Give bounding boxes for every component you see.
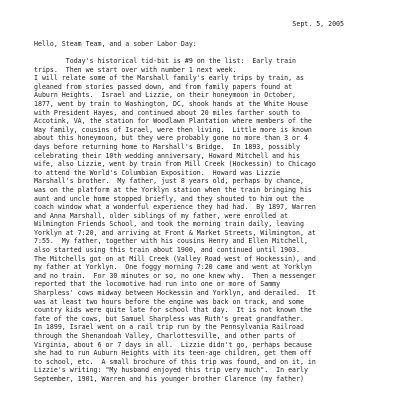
letter-body-line: through the Shenandoah Valley, Charlottesville, and other parts of — [34, 332, 297, 340]
letter-body-line: The Mitchells got on at Mill Creek (Valley Road west of Hockessin), and — [34, 254, 316, 263]
letter-body-line: Marshall's brother. My father, just 8 years old, perhaps by chance, — [34, 177, 304, 186]
letter-body-line: days before returning home to Marshall's Bridge. In 1893, possibly — [34, 142, 300, 151]
letter-body-line: Lizzie's writing: "My husband enjoyed this trip very much". In early — [34, 366, 308, 375]
letter-body-line: gleaned from stories passed down, and from family papers found at — [34, 82, 293, 91]
letter-body-line: In 1899, Israel went on a rail trip run by the Pennsylvania Railroad — [34, 323, 304, 332]
letter-body-line: Sharpless' cows midway between Hockessin and Yorklyn, and derailed. It — [34, 289, 316, 298]
letter-body-line: Accotink, VA, the station for Woodlawn Plantation where members of the — [34, 117, 312, 126]
letter-body-line: aunt and uncle home stopped briefly, and they shouted to him out the — [34, 194, 304, 203]
letter-body-line: coach window what a wonderful experience they had had. By 1897, Warren — [34, 203, 316, 212]
letter-body-line: celebrating their 10th wedding anniversary, Howard Mitchell and his — [34, 151, 300, 160]
letter-body-line: and Anna Marshall, older siblings of my father, were enrolled at — [34, 211, 289, 220]
letter-body-line: was on the platform at the Yorklyn station when the train bringing his — [34, 185, 312, 194]
letter-body-line: Yorklyn at 7:20, and arriving at Front & Market Streets, Wilmington, at — [34, 228, 316, 237]
letter-body-line: about this honeymoon, but they were probably gone no more than 3 or 4 — [34, 134, 308, 143]
letter-body-line: my father at Yorklyn. One foggy morning 7:20 came and went at Yorklyn — [34, 263, 312, 272]
letter-body-line: was at least two hours before the engine was back on track, and some — [34, 297, 304, 306]
letter-body-line: 1877, went by train to Washington, DC, shook hands at the White House — [34, 99, 308, 108]
letter-greeting: Hello, Steam Team, and a sober Labor Day: — [34, 40, 197, 48]
letter-body — [34, 57, 384, 384]
letter-body-line: 7:55. My father, together with his cousins Henry and Ellen Mitchell, — [34, 237, 308, 246]
letter-body-line: Today's historical tid-bit is #9 on the list: Early train — [34, 57, 297, 65]
letter-body-line: reported that the locomotive had run into one or more of Sammy — [34, 280, 281, 289]
letter-body-line: Way family, cousins of Israel, were then living. Little more is known — [34, 125, 312, 134]
letter-body-line: to school, etc. A small brochure of this trip was found, and on it, in — [34, 357, 316, 366]
letter-body-line: to attend the World's Columbian Exposition. Howard was Lizzie — [34, 168, 281, 177]
letter-body-line: Virginia, about 6 or 7 days in all. Lizzie didn't go, perhaps because — [34, 340, 312, 349]
letter-body-line: September, 1901, Warren and his younger brother Clarence (my father) — [34, 374, 304, 383]
letter-body-line: I will relate some of the Marshall family's early trips by train, as — [34, 74, 304, 83]
letter-body-line: she had to run Auburn Heights with its teen-age children, get them off — [34, 349, 312, 358]
letter-body-line: Wilmington Friends School, and took the morning train daily, leaving — [34, 220, 304, 229]
letter-body-line: country kids were quite late for school that day. It is not known the — [34, 306, 312, 315]
letter-body-line: also started using this train about 1900, and continued until 1903. — [34, 246, 300, 255]
letter-body-line: Auburn Heights. Israel and Lizzie, on their honeymoon in October, — [34, 91, 297, 100]
letter-body-line: wife, also Lizzie, went by train from Mill Creek (Hockessin) to Chicago — [34, 160, 316, 169]
letter-date: Sept. 5, 2005 — [292, 20, 344, 28]
letter-body-line: trips. Then we start over with number 1 next week. — [34, 65, 237, 74]
letter-body-line: and no train. For 30 minutes or so, no one knew why. Then a messenger — [34, 271, 316, 280]
letter-body-line: fate of the cows, but Samuel Sharpless was Ruth's great grandfather. — [34, 314, 304, 323]
letter-body-line: with President Hayes, and continued about 20 miles farther south to — [34, 108, 300, 117]
